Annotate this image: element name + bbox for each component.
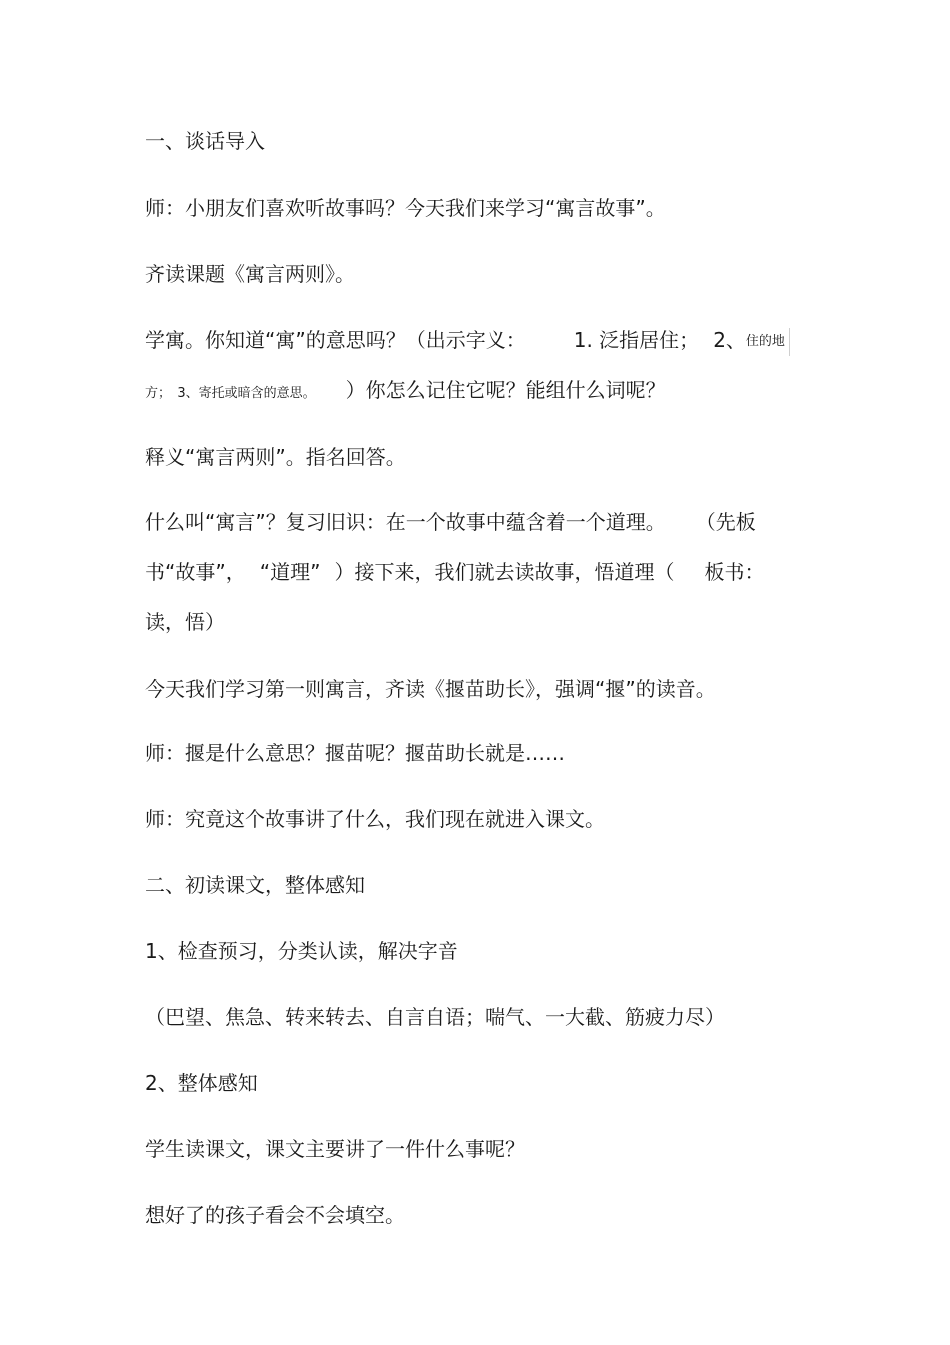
board-principle: “道理” (259, 560, 321, 584)
paragraph-what-is-fable (145, 508, 810, 536)
paragraph-first-fable: 今天我们学习第一则寓言，齐读《揠苗助长》，强调“揠”的读音。 (145, 677, 716, 701)
learn-yu-question: 学寓。你知道“寓”的意思吗？（出示字义： (145, 328, 526, 352)
paragraph-what-is-fable-cont (145, 558, 810, 586)
paragraph-fill-blank: 想好了的孩子看会不会填空。 (145, 1203, 405, 1227)
fable-review: 什么叫“寓言”？复习旧识：在一个故事中蕴含着一个道理。 (145, 510, 666, 534)
subheading-preview-check: 1、检查预习，分类认读，解决字音 (145, 939, 458, 963)
paragraph-learn-yu-cont (145, 376, 810, 408)
paragraph-explain-title: 释义“寓言两则”。指名回答。 (145, 445, 406, 469)
meaning-1: 1. 泛指居住； (573, 328, 700, 352)
subheading-overall: 2、整体感知 (145, 1071, 258, 1095)
paragraph-teacher-enter-text: 师：究竟这个故事讲了什么，我们现在就进入课文。 (145, 807, 605, 831)
meaning-2-end: 方； (145, 386, 172, 401)
paragraph-teacher-question: 师：揠是什么意思？揠苗呢？揠苗助长就是…… (145, 741, 565, 765)
paragraph-learn-yu (145, 326, 810, 356)
paragraph-student-read: 学生读课文，课文主要讲了一件什么事呢？ (145, 1137, 525, 1161)
section-heading-1: 一、谈话导入 (145, 129, 265, 153)
meaning-2-number: 2、 (713, 328, 746, 352)
meaning-2-start: 住的地 (746, 328, 790, 356)
paragraph-read-title: 齐读课题《寓言两则》。 (145, 262, 355, 286)
fable-board-start: （先板 (695, 510, 756, 534)
section-heading-2: 二、初读课文，整体感知 (145, 873, 365, 897)
paragraph-read-understand: 读，悟） (145, 610, 225, 634)
meaning-3: 3、寄托或暗含的意思。 (177, 386, 316, 401)
paragraph-teacher-intro: 师：小朋友们喜欢听故事吗？今天我们来学习“寓言故事”。 (145, 196, 666, 220)
board-note: 板书： (704, 560, 765, 584)
board-story: 书“故事”， (145, 560, 246, 584)
next-step: ）接下来，我们就去读故事，悟道理（ (334, 560, 675, 584)
paragraph-word-list: （巴望、焦急、转来转去、自言自语；喘气、一大截、筋疲力尽） (145, 1005, 725, 1029)
learn-yu-followup: ）你怎么记住它呢？能组什么词呢？ (345, 378, 666, 402)
